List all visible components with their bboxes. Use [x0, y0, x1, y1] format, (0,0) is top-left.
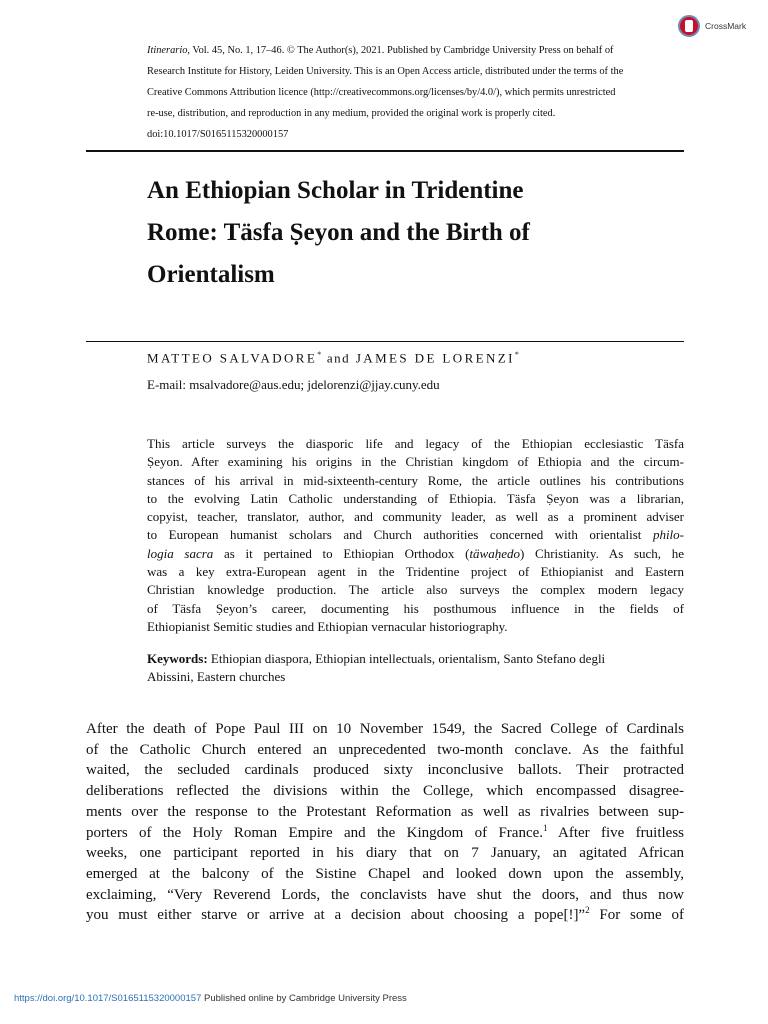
footnote-ref[interactable]: 2: [585, 905, 590, 916]
italic-term: täwaḥedo: [469, 545, 520, 561]
author-footnote-marker: *: [514, 350, 519, 359]
article-title: [147, 170, 667, 296]
abstract-line: logia sacra as it pertained to Ethiopian Orthodox (täwaḥedo) Christianity. As such, he: [147, 545, 684, 561]
citation-line: Itinerario, Vol. 45, No. 1, 17–46. © The Author(s), 2021. Published by Cambridge University Press on behalf of: [147, 45, 614, 56]
abstract: [147, 435, 684, 636]
body-line: ments over the response to the Protestant Reformation as well as rivalries between sup-: [86, 803, 684, 820]
title-line: An Ethiopian Scholar in Tridentine: [147, 177, 524, 204]
doi-link[interactable]: https://doi.org/10.1017/S0165115320000157: [14, 993, 202, 1004]
body-line: of the Catholic Church entered an unprecedented two-month conclave. As the faithful: [86, 741, 684, 758]
author-connector: and: [326, 350, 351, 366]
keywords-label: Keywords:: [147, 651, 208, 666]
abstract-line: This article surveys the diasporic life and legacy of the Ethiopian ecclesiastic Täsfa: [147, 436, 684, 451]
body-line: After the death of Pope Paul III on 10 November 1549, the Sacred College of Cardinals: [86, 721, 684, 737]
author-email: E-mail: msalvadore@aus.edu; jdelorenzi@jjay.cuny.edu: [147, 377, 440, 392]
journal-name: Itinerario: [147, 45, 188, 56]
author-name: MATTEO SALVADORE: [147, 350, 318, 366]
header-divider: [86, 150, 684, 152]
keywords-line: Abissini, Eastern churches: [147, 669, 286, 685]
italic-term: logia sacra: [147, 545, 214, 561]
footnote-ref[interactable]: 1: [543, 822, 548, 833]
body-line: waited, the secluded cardinals produced sixty inconclusive ballots. Their protracted: [86, 762, 684, 779]
author-name: JAMES DE LORENZI: [355, 350, 515, 366]
citation-line: Research Institute for History, Leiden University. This is an Open Access article, distributed under the terms of the: [147, 66, 624, 77]
crossmark-icon: [678, 15, 700, 37]
abstract-line: was a key extra-European agent in the Tridentine project of Ethiopianist and Eastern: [147, 564, 684, 580]
keywords: [147, 650, 684, 687]
published-note: Published online by Cambridge University Press: [201, 993, 407, 1004]
citation-note: [147, 40, 687, 145]
body-line: deliberations reflected the divisions within the College, which encompassed disagree-: [86, 783, 684, 800]
abstract-line: to the evolving Latin Catholic understanding of Ethiopia. Täsfa Ṣeyon was a librarian,: [147, 490, 684, 506]
title-line: Orientalism: [147, 261, 275, 288]
italic-term: philo-: [652, 527, 684, 543]
abstract-line: Ethiopianist Semitic studies and Ethiopian vernacular historiography.: [147, 618, 508, 634]
body-line: exclaiming, “Very Reverend Lords, the conclavists have shut the doors, and thus now: [86, 886, 684, 903]
abstract-line: to European humanist scholars and Church authorities concerned with orientalist philo-: [147, 527, 684, 543]
page-footer: [14, 993, 407, 1004]
body-line: weeks, one participant reported in his diary that on 7 January, an agitated African: [86, 845, 684, 862]
abstract-line: of Täsfa Ṣeyon’s career, documenting his posthumous influence in the fields of: [147, 600, 684, 616]
abstract-line: copyist, teacher, translator, author, and community leader, as well as a prominent adviser: [147, 509, 684, 525]
abstract-line: Christian knowledge production. The article also surveys the complex modern legacy: [147, 582, 684, 598]
title-divider: [86, 341, 684, 342]
author-list: [147, 350, 519, 366]
body-line: you must either starve or arrive at a decision about choosing a pope[!]”$^2$ For some of: [86, 905, 684, 924]
abstract-line: Ṣeyon. After examining his origins in the Christian kingdom of Ethiopia and the circum-: [147, 454, 684, 470]
title-line: Rome: Täsfa Ṣeyon and the Birth of: [147, 219, 530, 246]
crossmark-label: CrossMark: [705, 21, 747, 31]
body-line: porters of the Holy Roman Empire and the Kingdom of France.$^1$ After five fruitless: [86, 822, 684, 841]
crossmark-badge[interactable]: [678, 12, 768, 40]
abstract-line: stances of his arrival in mid-sixteenth-century Rome, the article outlines his contributions: [147, 472, 684, 488]
keywords-line: Keywords: Ethiopian diaspora, Ethiopian intellectuals, orientalism, Santo Stefano degli: [147, 651, 606, 666]
citation-doi: doi:10.1017/S0165115320000157: [147, 129, 289, 140]
citation-line: re-use, distribution, and reproduction in any medium, provided the original work is properly cited.: [147, 108, 556, 119]
body-paragraph: [86, 719, 684, 926]
body-line: emerged at the balcony of the Sistine Chapel and looked down upon the assembly,: [86, 865, 684, 882]
citation-line: Creative Commons Attribution licence (http://creativecommons.org/licenses/by/4.0/), which permits unrestricted: [147, 87, 616, 98]
author-footnote-marker: *: [317, 350, 322, 359]
